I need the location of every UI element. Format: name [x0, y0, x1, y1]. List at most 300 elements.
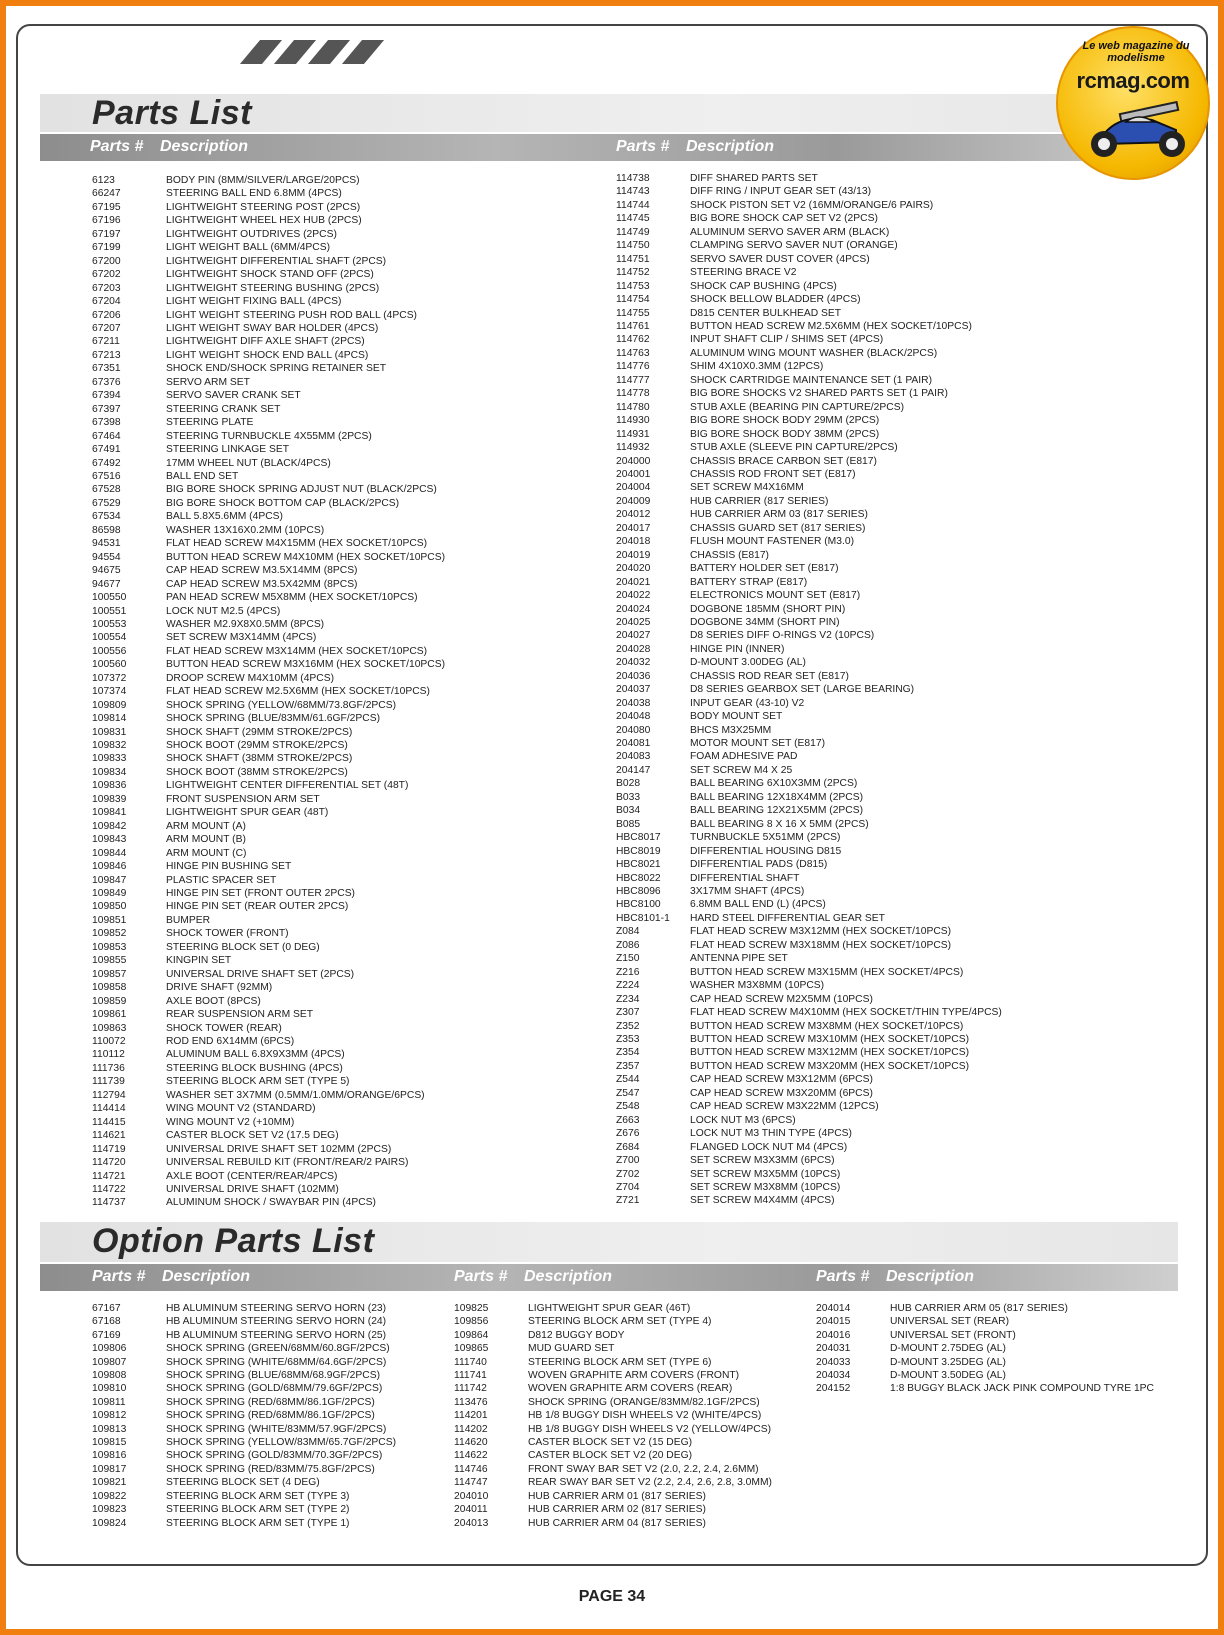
part-number: 109864: [454, 1329, 489, 1341]
part-number: 114752: [616, 267, 650, 279]
part-number: 67213: [92, 349, 121, 361]
part-description: BIG BORE SHOCK BODY 29MM (2PCS): [690, 415, 880, 427]
list-item: [92, 793, 445, 806]
part-description: SET SCREW M3X5MM (10PCS): [690, 1168, 841, 1180]
part-description: SHOCK SPRING (GOLD/83MM/70.3GF/2PCS): [166, 1450, 383, 1462]
part-number: 114414: [92, 1103, 126, 1115]
list-item: [616, 952, 1002, 965]
part-number: 67167: [92, 1303, 121, 1314]
part-number: 204019: [616, 549, 651, 561]
part-number: 109833: [92, 753, 127, 765]
part-number: 204024: [616, 603, 651, 615]
part-number: 204048: [616, 711, 651, 723]
part-number: 109809: [92, 699, 127, 711]
part-number: 114720: [92, 1157, 126, 1169]
part-number: 109851: [92, 914, 127, 926]
part-number: 114744: [616, 199, 650, 211]
part-number: 67206: [92, 309, 121, 321]
part-description: D8 SERIES DIFF O-RINGS V2 (10PCS): [690, 630, 875, 642]
part-number: 67528: [92, 484, 121, 496]
part-description: BALL BEARING 12X21X5MM (2PCS): [690, 805, 864, 817]
list-item: [454, 1490, 772, 1503]
part-description: REAR SUSPENSION ARM SET: [166, 1009, 314, 1021]
part-description: ARM MOUNT (C): [166, 847, 247, 859]
part-number: 111739: [92, 1076, 125, 1088]
list-item: [92, 1196, 445, 1209]
list-item: [92, 174, 445, 187]
part-number: HBC8017: [616, 832, 661, 844]
part-number: 100551: [92, 605, 127, 617]
part-description: LIGHT WEIGHT FIXING BALL (4PCS): [166, 296, 342, 308]
part-description: WASHER M3X8MM (10PCS): [690, 980, 825, 992]
parts-list-title: Parts List: [92, 94, 252, 132]
list-item: [92, 833, 445, 846]
part-number: Z234: [616, 993, 640, 1005]
part-number: 114780: [616, 401, 650, 413]
part-description: BUTTON HEAD SCREW M3X20MM (HEX SOCKET/10PCS): [690, 1060, 970, 1072]
list-item: [816, 1315, 1154, 1328]
part-number: 109823: [92, 1504, 127, 1516]
part-number: 204152: [816, 1383, 851, 1395]
part-description: SHOCK SPRING (RED/68MM/86.1GF/2PCS): [166, 1410, 375, 1422]
col-description: Description: [160, 138, 249, 155]
part-description: STEERING BLOCK ARM SET (TYPE 3): [166, 1490, 350, 1502]
list-item: [92, 927, 445, 940]
part-description: BUTTON HEAD SCREW M3X10MM (HEX SOCKET/10PCS): [690, 1034, 970, 1045]
part-number: Z307: [616, 1007, 640, 1019]
col-parts-number: Parts #: [90, 138, 144, 155]
part-number: Z548: [616, 1101, 640, 1113]
list-item: [616, 374, 1002, 387]
list-item: [92, 1449, 396, 1462]
part-number: 109847: [92, 874, 127, 886]
list-item: [454, 1396, 772, 1409]
list-item: [92, 1143, 445, 1156]
part-number: 94554: [92, 551, 121, 563]
part-number: 100553: [92, 618, 127, 630]
part-number: 109841: [92, 807, 127, 819]
part-description: STEERING BLOCK BUSHING (4PCS): [166, 1062, 343, 1074]
list-item: [616, 818, 1002, 831]
part-number: 204034: [816, 1370, 851, 1382]
part-description: ANTENNA PIPE SET: [690, 953, 788, 965]
list-item: [454, 1356, 772, 1369]
part-number: 67464: [92, 430, 121, 442]
part-description: LIGHT WEIGHT SHOCK END BALL (4PCS): [166, 349, 369, 361]
part-number: 67376: [92, 376, 121, 388]
part-number: 109853: [92, 941, 127, 953]
list-item: [616, 428, 1002, 441]
part-number: 204031: [816, 1343, 851, 1355]
part-number: 204018: [616, 536, 651, 548]
list-item: [616, 226, 1002, 239]
list-item: [92, 470, 445, 483]
list-item: [92, 255, 445, 268]
part-description: BIG BORE SHOCK BODY 38MM (2PCS): [690, 428, 880, 440]
list-item: [616, 185, 1002, 198]
list-item: [816, 1302, 1154, 1315]
part-description: TURNBUCKLE 5X51MM (2PCS): [690, 832, 841, 844]
list-item: [92, 282, 445, 295]
part-description: BALL END SET: [166, 470, 239, 482]
list-item: [454, 1503, 772, 1516]
part-number: 107372: [92, 672, 127, 684]
list-item: [616, 1100, 1002, 1113]
part-number: 114761: [616, 320, 650, 332]
part-number: Z700: [616, 1155, 640, 1167]
part-description: ALUMINUM WING MOUNT WASHER (BLACK/2PCS): [690, 347, 938, 359]
list-item: [92, 726, 445, 739]
part-description: WASHER 13X16X0.2MM (10PCS): [166, 524, 325, 536]
part-description: DOGBONE 185MM (SHORT PIN): [690, 603, 846, 615]
list-item: [616, 239, 1002, 252]
part-description: LIGHTWEIGHT SHOCK STAND OFF (2PCS): [166, 269, 374, 281]
list-item: [616, 831, 1002, 844]
col-parts-number: Parts #: [92, 1268, 146, 1285]
part-description: BALL BEARING 12X18X4MM (2PCS): [690, 791, 864, 803]
list-item: [616, 522, 1002, 535]
part-number: 204028: [616, 643, 651, 655]
list-item: [92, 1356, 396, 1369]
list-item: [92, 1075, 445, 1088]
part-number: 112794: [92, 1089, 126, 1101]
part-description: BIG BORE SHOCK CAP SET V2 (2PCS): [690, 213, 878, 225]
part-description: UNIVERSAL SET (FRONT): [890, 1329, 1016, 1341]
list-item: [92, 416, 445, 429]
list-item: [92, 712, 445, 725]
list-item: [616, 212, 1002, 225]
part-description: AXLE BOOT (8PCS): [166, 995, 261, 1007]
part-number: 67195: [92, 201, 121, 213]
part-description: STEERING BLOCK ARM SET (TYPE 6): [528, 1356, 712, 1368]
part-number: 114777: [616, 374, 650, 386]
part-number: Z353: [616, 1034, 640, 1045]
part-description: LIGHTWEIGHT SPUR GEAR (46T): [528, 1303, 691, 1314]
part-number: 204001: [616, 468, 651, 480]
part-description: SHOCK SPRING (ORANGE/83MM/82.1GF/2PCS): [528, 1396, 760, 1408]
part-description: FLUSH MOUNT FASTENER (M3.0): [690, 536, 855, 548]
list-item: [616, 333, 1002, 346]
list-item: [92, 430, 445, 443]
part-description: FLANGED LOCK NUT M4 (4PCS): [690, 1141, 848, 1153]
list-item: [616, 777, 1002, 790]
part-number: HBC8022: [616, 872, 661, 884]
part-description: HUB CARRIER (817 SERIES): [690, 495, 829, 507]
part-number: 100550: [92, 592, 127, 604]
part-description: SHOCK SPRING (BLUE/83MM/61.6GF/2PCS): [166, 713, 381, 725]
part-number: 204004: [616, 482, 651, 494]
part-description: SHOCK SPRING (YELLOW/83MM/65.7GF/2PCS): [166, 1437, 397, 1449]
part-description: SERVO SAVER DUST COVER (4PCS): [690, 253, 870, 265]
part-description: FLAT HEAD SCREW M3X14MM (HEX SOCKET/10PCS): [166, 645, 428, 657]
part-description: FLAT HEAD SCREW M3X12MM (HEX SOCKET/10PCS): [690, 926, 952, 938]
logo-tagline: Le web magazine du modelisme: [1082, 40, 1190, 64]
part-description: HB ALUMINUM STEERING SERVO HORN (24): [166, 1316, 387, 1328]
part-number: 67203: [92, 282, 121, 294]
part-number: 114202: [454, 1423, 488, 1435]
part-number: 204000: [616, 455, 651, 467]
list-item: [92, 483, 445, 496]
part-number: 67394: [92, 390, 121, 402]
part-number: 114750: [616, 240, 650, 252]
part-number: Z702: [616, 1168, 640, 1180]
list-item: [92, 631, 445, 644]
list-item: [616, 845, 1002, 858]
list-item: [616, 549, 1002, 562]
part-description: UNIVERSAL DRIVE SHAFT (102MM): [166, 1183, 339, 1195]
options-list-1: [92, 1302, 396, 1530]
part-number: Z084: [616, 926, 640, 938]
part-number: 94675: [92, 565, 121, 577]
part-number: 114749: [616, 226, 650, 238]
part-number: 114620: [454, 1437, 488, 1449]
part-description: STEERING PLATE: [166, 417, 254, 429]
part-description: HUB CARRIER ARM 02 (817 SERIES): [528, 1504, 706, 1516]
list-item: [616, 1073, 1002, 1086]
list-item: [616, 858, 1002, 871]
part-number: 109821: [92, 1477, 127, 1489]
list-item: [92, 1490, 396, 1503]
part-number: 204013: [454, 1517, 489, 1529]
part-description: LIGHTWEIGHT WHEEL HEX HUB (2PCS): [166, 215, 362, 227]
list-item: [92, 591, 445, 604]
part-number: 67397: [92, 403, 121, 415]
list-item: [616, 199, 1002, 212]
col-parts-number: Parts #: [454, 1268, 508, 1285]
part-number: 114751: [616, 253, 650, 265]
part-number: 67204: [92, 296, 121, 308]
part-description: BALL BEARING 8 X 16 X 5MM (2PCS): [690, 818, 869, 830]
part-number: 114719: [92, 1143, 126, 1155]
part-number: 67529: [92, 497, 121, 509]
rcmag-logo[interactable]: [1056, 26, 1210, 180]
part-number: HBC8021: [616, 859, 661, 871]
part-number: 111741: [454, 1370, 487, 1382]
list-item: [454, 1329, 772, 1342]
part-description: 3X17MM SHAFT (4PCS): [690, 886, 805, 898]
list-item: [616, 495, 1002, 508]
list-item: [92, 362, 445, 375]
header-stripes: [240, 40, 420, 66]
list-item: [92, 1022, 445, 1035]
list-item: [92, 309, 445, 322]
part-description: ARM MOUNT (B): [166, 834, 246, 846]
part-number: 67492: [92, 457, 121, 469]
part-description: SHOCK BOOT (38MM STROKE/2PCS): [166, 766, 348, 778]
part-number: 204016: [816, 1329, 851, 1341]
list-item: [616, 253, 1002, 266]
part-description: CAP HEAD SCREW M2X5MM (10PCS): [690, 993, 873, 1005]
list-item: [616, 697, 1002, 710]
list-item: [92, 241, 445, 254]
list-item: [92, 578, 445, 591]
part-number: 109812: [92, 1410, 127, 1422]
part-number: 114415: [92, 1116, 126, 1128]
part-number: 204014: [816, 1303, 851, 1314]
part-number: B033: [616, 791, 641, 803]
parts-col-header-left: [90, 138, 249, 156]
part-description: ROD END 6X14MM (6PCS): [166, 1036, 295, 1047]
part-number: 114776: [616, 361, 650, 373]
part-number: 109857: [92, 968, 127, 980]
part-description: BIG BORE SHOCK BOTTOM CAP (BLACK/2PCS): [166, 497, 400, 509]
list-item: [92, 699, 445, 712]
list-item: [92, 739, 445, 752]
part-description: BALL 5.8X5.6MM (4PCS): [166, 511, 283, 523]
part-number: 114930: [616, 415, 650, 427]
part-number: 114201: [454, 1410, 488, 1422]
part-number: 114746: [454, 1463, 488, 1475]
part-description: STEERING BLOCK SET (0 DEG): [166, 941, 320, 953]
list-item: [816, 1382, 1154, 1395]
part-number: 109825: [454, 1303, 489, 1314]
part-number: Z547: [616, 1087, 640, 1099]
part-number: 204015: [816, 1316, 851, 1328]
list-item: [454, 1423, 772, 1436]
part-description: ELECTRONICS MOUNT SET (E817): [690, 590, 861, 602]
part-description: HINGE PIN SET (REAR OUTER 2PCS): [166, 901, 349, 913]
list-item: [616, 643, 1002, 656]
part-description: WASHER M2.9X8X0.5MM (8PCS): [166, 618, 325, 630]
buggy-icon: [1080, 100, 1192, 160]
list-item: [816, 1329, 1154, 1342]
list-item: [616, 993, 1002, 1006]
list-item: [92, 524, 445, 537]
part-description: BIG BORE SHOCK SPRING ADJUST NUT (BLACK/2PCS): [166, 484, 437, 496]
list-item: [616, 750, 1002, 763]
list-item: [92, 1503, 396, 1516]
list-item: [92, 1183, 445, 1196]
part-description: FLAT HEAD SCREW M2.5X6MM (HEX SOCKET/10PCS): [166, 686, 430, 698]
part-description: PLASTIC SPACER SET: [166, 874, 277, 886]
list-item: [616, 293, 1002, 306]
part-description: SET SCREW M4X4MM (4PCS): [690, 1195, 835, 1207]
part-description: FLAT HEAD SCREW M3X18MM (HEX SOCKET/10PCS): [690, 939, 952, 951]
options-col-header-1: [92, 1268, 251, 1286]
part-description: DRIVE SHAFT (92MM): [166, 982, 273, 994]
list-item: [616, 791, 1002, 804]
list-item: [454, 1449, 772, 1462]
part-description: SET SCREW M3X14MM (4PCS): [166, 632, 317, 644]
part-number: 114621: [92, 1130, 126, 1142]
part-number: 114755: [616, 307, 650, 319]
part-description: D-MOUNT 3.25DEG (AL): [890, 1356, 1006, 1368]
part-description: SHOCK BOOT (29MM STROKE/2PCS): [166, 740, 348, 752]
part-description: SHIM 4X10X0.3MM (12PCS): [690, 361, 824, 373]
part-description: INPUT GEAR (43-10) V2: [690, 697, 805, 709]
part-number: 204011: [454, 1504, 488, 1516]
part-description: WOVEN GRAPHITE ARM COVERS (REAR): [528, 1383, 733, 1395]
part-number: 109817: [92, 1463, 127, 1475]
list-item: [616, 1046, 1002, 1059]
part-description: BODY MOUNT SET: [690, 711, 783, 723]
part-number: 109849: [92, 888, 127, 900]
part-number: 67168: [92, 1316, 121, 1328]
part-description: MOTOR MOUNT SET (E817): [690, 738, 826, 750]
part-description: SHOCK CAP BUSHING (4PCS): [690, 280, 837, 292]
part-description: UNIVERSAL REBUILD KIT (FRONT/REAR/2 PAIRS): [166, 1157, 409, 1169]
list-item: [92, 201, 445, 214]
part-description: LOCK NUT M3 THIN TYPE (4PCS): [690, 1128, 852, 1140]
part-number: 114778: [616, 388, 650, 400]
list-item: [92, 820, 445, 833]
part-description: SHOCK SPRING (GREEN/68MM/60.8GF/2PCS): [166, 1343, 390, 1355]
list-item: [616, 1168, 1002, 1181]
list-item: [92, 228, 445, 241]
col-parts-number: Parts #: [616, 138, 670, 155]
part-description: BUTTON HEAD SCREW M2.5X6MM (HEX SOCKET/10PCS): [690, 320, 972, 332]
part-description: CHASSIS (E817): [690, 549, 769, 561]
part-description: CAP HEAD SCREW M3X22MM (12PCS): [690, 1101, 879, 1113]
list-item: [816, 1356, 1154, 1369]
part-number: 204010: [454, 1490, 489, 1502]
part-number: 114754: [616, 294, 650, 306]
part-description: STEERING BLOCK SET (4 DEG): [166, 1477, 320, 1489]
options-list-3: [816, 1302, 1154, 1396]
part-number: 204025: [616, 616, 651, 628]
part-description: LIGHTWEIGHT CENTER DIFFERENTIAL SET (48T): [166, 780, 409, 792]
part-number: 67196: [92, 215, 121, 227]
part-number: 114738: [616, 173, 650, 184]
part-number: 109858: [92, 982, 127, 994]
part-number: Z704: [616, 1181, 640, 1193]
part-description: BUTTON HEAD SCREW M3X12MM (HEX SOCKET/10PCS): [690, 1047, 970, 1059]
list-item: [616, 468, 1002, 481]
part-number: B034: [616, 805, 641, 817]
part-description: STEERING TURNBUCKLE 4X55MM (2PCS): [166, 430, 372, 442]
part-number: HBC8019: [616, 845, 661, 857]
part-description: LIGHTWEIGHT STEERING POST (2PCS): [166, 201, 361, 213]
list-item: [616, 360, 1002, 373]
list-item: [616, 414, 1002, 427]
list-item: [92, 1008, 445, 1021]
part-number: 67197: [92, 228, 121, 240]
part-number: 204036: [616, 670, 651, 682]
part-description: LIGHT WEIGHT BALL (6MM/4PCS): [166, 242, 331, 254]
list-item: [616, 979, 1002, 992]
part-number: 109852: [92, 928, 127, 940]
list-item: [92, 1423, 396, 1436]
list-item: [92, 1302, 396, 1315]
list-item: [92, 1129, 445, 1142]
part-description: BUTTON HEAD SCREW M3X15MM (HEX SOCKET/4PCS): [690, 966, 964, 978]
part-description: LIGHTWEIGHT STEERING BUSHING (2PCS): [166, 282, 380, 294]
list-item: [92, 510, 445, 523]
list-item: [92, 847, 445, 860]
list-item: [92, 349, 445, 362]
part-description: SET SCREW M4 X 25: [690, 764, 793, 776]
part-description: SHOCK TOWER (FRONT): [166, 928, 289, 940]
part-description: BUTTON HEAD SCREW M3X8MM (HEX SOCKET/10PCS): [690, 1020, 964, 1032]
part-description: 1:8 BUGGY BLACK JACK PINK COMPOUND TYRE 1PC: [890, 1383, 1154, 1395]
col-description: Description: [162, 1268, 251, 1285]
part-number: 109839: [92, 793, 127, 805]
part-number: 109807: [92, 1356, 127, 1368]
list-item: [92, 1342, 396, 1355]
list-item: [616, 280, 1002, 293]
list-item: [616, 912, 1002, 925]
part-number: 67200: [92, 255, 121, 267]
list-item: [92, 551, 445, 564]
part-description: BALL BEARING 6X10X3MM (2PCS): [690, 778, 858, 790]
part-number: 109831: [92, 726, 127, 738]
part-number: 100560: [92, 659, 127, 671]
part-description: WING MOUNT V2 (STANDARD): [166, 1103, 316, 1115]
part-description: FLAT HEAD SCREW M4X10MM (HEX SOCKET/THIN TYPE/4PCS): [690, 1007, 1002, 1019]
part-description: PAN HEAD SCREW M5X8MM (HEX SOCKET/10PCS): [166, 592, 418, 604]
list-item: [616, 562, 1002, 575]
part-number: 114747: [454, 1477, 488, 1489]
